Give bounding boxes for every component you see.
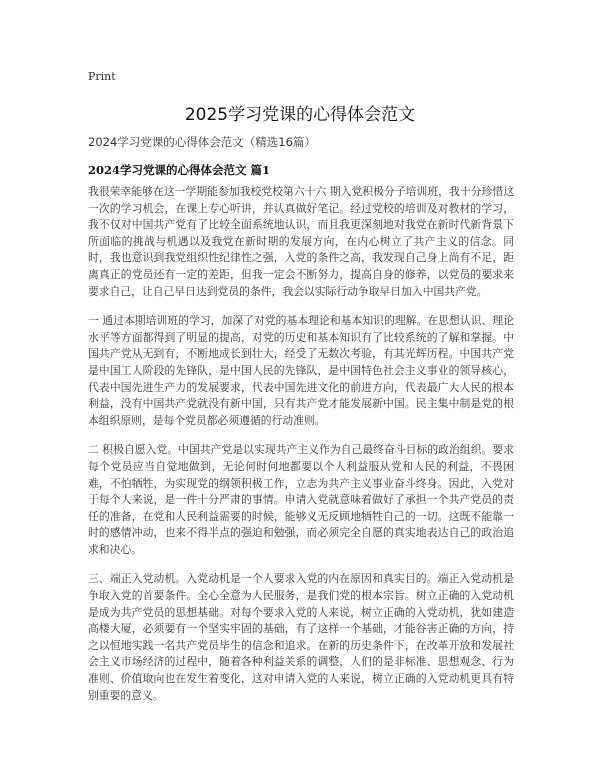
document-subtitle: 2024学习党课的心得体会范文（精选16篇） <box>88 135 316 149</box>
paragraph-4: 三、端正入党动机。入党动机是一个人要求入党的内在原因和真实目的。端正入党动机是争取入党的首要条件。全心全意为人民服务，是我们党的根本宗旨。树立正确的入党动机是成为共产党员的思想基础。对每个要求入党的人来说，树立正确的入党动机，犹如建造高楼大厦，必须要有一个坚实牢固的基础，有了这样一个基础，才能谷害正确的方向，持之以恒地实践一名共产党员毕生的信念和追求。在新的历史条件下，在改革开放和发展社会主义市场经济的过程中，随着各种利益关系的调整，人们的是非标准、思想观念、行为准则、价值取向也在发生着变化，这对申请入党的人来说，树立正确的入党动机更具有特别重要的意义。 <box>88 572 514 702</box>
section-heading: 2024学习党课的心得体会范文 篇1 <box>88 163 271 177</box>
print-link[interactable]: Print <box>88 70 116 83</box>
document-title: 2025学习党课的心得体会范文 <box>184 105 416 125</box>
paragraph-1: 我很荣幸能够在这一学期能参加我校党校第六十六 期入党积极分子培训班，我十分珍惜这一次的学习机会，在课上专心听讲，并认真做好笔记。经过党校的培训及对教材的学习，我不仅对中国共产党有了比较全面系统地认识，而且我更深刻地对我党在新时代新背景下所面临的挑战与机遇以及我党在新时期的发展方向，在内心树立了共产主义的信念。同时，我也意识到我党组织性纪律性之强，入党的条件之高，我发现自己身上尚有不足，距离真正的党员还有一定的差距，但我一定会不断努力，提高自身的修养，以党员的要求来要求自己，让自己早日达到党员的条件，我会以实际行动争取早日加入中国共产党。 <box>88 185 514 298</box>
paragraph-2: 一 通过本期培训班的学习，加深了对党的基本理论和基本知识的理解。在思想认识、理论水平等方面都得到了明显的提高，对党的历史和基本知识有了比较系统的了解和掌握。中国共产党从无到有，不断地成长到壮大，经受了无数次考验，有其光辉历程。中国共产党是中国工人阶段的先锋队，是中国人民的先锋队，是中国特色社会主义事业的领导核心，代表中国先进生产力的发展要求，代表中国先进文化的前进方向，代表最广大人民的根本利益，没有中国共产党就没有新中国，只有共产党才能发展新中国。民主集中制是党的根本组织原则，是每个党员都必须遵循的行动准则。 <box>88 314 514 427</box>
paragraph-3: 二 积极自愿入党。中国共产党是以实现共产主义作为自己最终奋斗目标的政治组织。要求每个党员应当自觉地做到，无论何时何地都要以个人利益服从党和人民的利益，不畏困难，不怕牺牲，为实现党的纲领积极工作，立志为共产主义事业奋斗终身。因此，入党对于每个人来说，是一件十分严肃的事情。申请入党就意味着做好了承担一个共产党员的责任的准备，在党和人民利益需要的时候，能够义无反顾地牺牲自己的一切。这既不能靠一时的感情冲动，也来不得半点的强迫和勉强，而必须完全自愿的真实地表达自己的政治追求和决心。 <box>88 443 514 556</box>
article-body <box>88 184 514 717</box>
